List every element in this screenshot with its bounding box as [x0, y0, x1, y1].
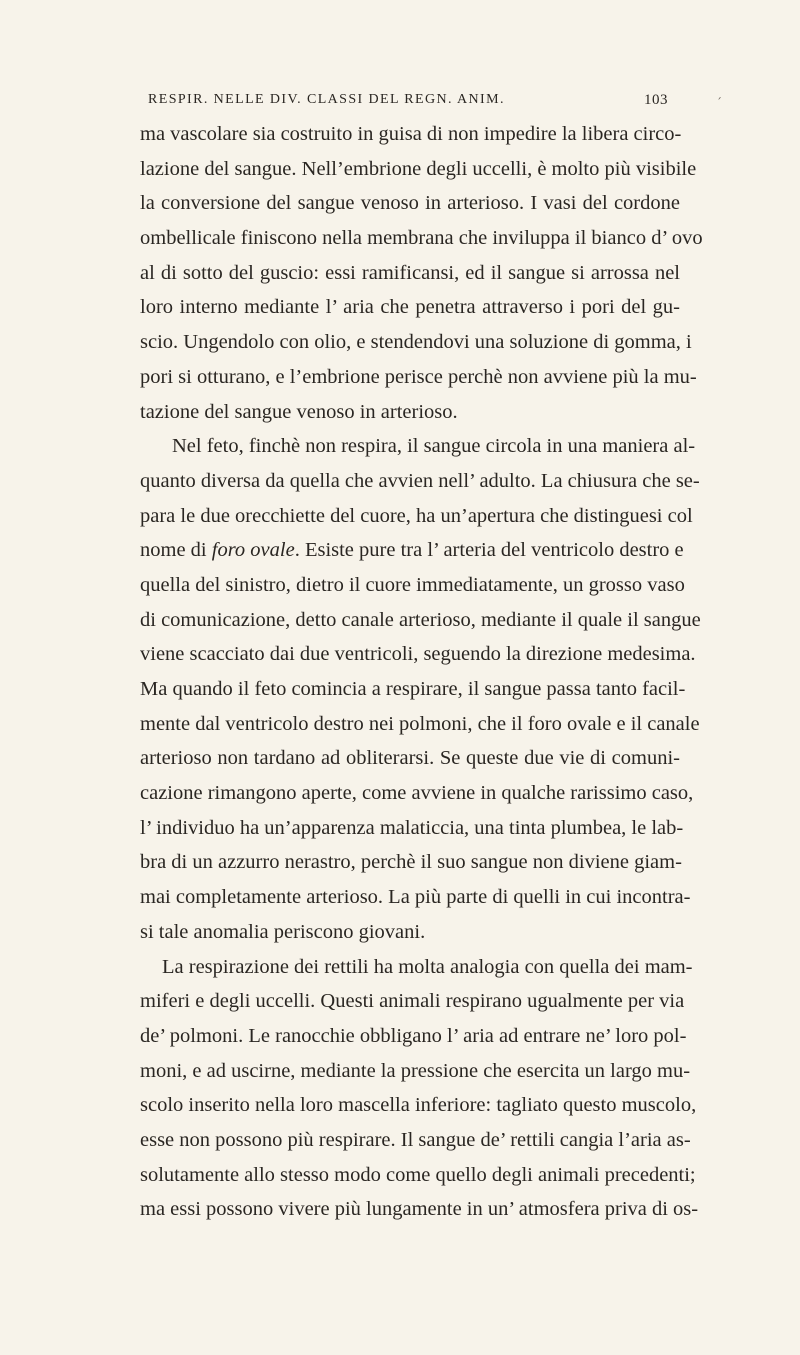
text-line: loro interno mediante l’ aria che penetra attraverso i pori del gu- [140, 296, 680, 319]
text-line: ma essi possono vivere più lungamente in un’ atmosfera priva di os- [140, 1198, 699, 1221]
text-line: scio. Ungendolo con olio, e stendendovi una soluzione di gomma, i [140, 331, 692, 354]
paragraph-1 [140, 117, 703, 429]
text-line-with-italic [140, 533, 684, 568]
text-line: di comunicazione, detto canale arterioso, mediante il quale il sangue [140, 608, 701, 631]
body-text [140, 117, 703, 1227]
text-line: viene scacciato dai due ventricoli, seguendo la direzione medesima. [140, 643, 696, 666]
text-line: quanto diversa da quella che avvien nell’ adulto. La chiusura che se- [140, 469, 700, 492]
text-line: la conversione del sangue venoso in arterioso. I vasi del cordone [140, 192, 680, 215]
text-line: cazione rimangono aperte, come avviene in qualche rarissimo caso, [140, 782, 694, 805]
text-line: si tale anomalia periscono giovani. [140, 920, 426, 943]
text-line: La respirazione dei rettili ha molta analogia con quella dei mam- [162, 955, 693, 978]
text-line: mente dal ventricolo destro nei polmoni, che il foro ovale e il canale [140, 712, 700, 735]
text-span: . Esiste pure tra l’ arteria del ventricolo destro e [294, 539, 684, 562]
text-line: bra di un azzurro nerastro, perchè il suo sangue non diviene giam- [140, 851, 682, 874]
text-line: para le due orecchiette del cuore, ha un’apertura che distinguesi col [140, 504, 693, 527]
page-header [148, 92, 668, 116]
text-line: Nel feto, finchè non respira, il sangue circola in una maniera al- [172, 435, 696, 458]
text-line: miferi e degli uccelli. Questi animali respirano ugualmente per via [140, 990, 685, 1013]
text-line: pori si otturano, e l’embrione perisce perchè non avviene più la mu- [140, 365, 697, 388]
text-line: de’ polmoni. Le ranocchie obbligano l’ aria ad entrare ne’ loro pol- [140, 1024, 687, 1047]
text-line: esse non possono più respirare. Il sangue de’ rettili cangia l’aria as- [140, 1128, 691, 1151]
text-line: moni, e ad uscirne, mediante la pressione che esercita un largo mu- [140, 1059, 691, 1082]
paragraph-3 [140, 950, 699, 1228]
text-line: solutamente allo stesso modo come quello degli animali precedenti; [140, 1163, 696, 1186]
italic-term: foro ovale [211, 539, 295, 562]
text-line: ombellicale finiscono nella membrana che inviluppa il bianco d’ ovo [140, 227, 703, 250]
text-line: arterioso non tardano ad obliterarsi. Se queste due vie di comuni- [140, 747, 680, 770]
text-line: lazione del sangue. Nell’embrione degli uccelli, è molto più visibile [140, 157, 697, 180]
paragraph-2 [140, 429, 701, 949]
text-line: quella del sinistro, dietro il cuore immediatamente, un grosso vaso [140, 573, 685, 596]
text-line: l’ individuo ha un’apparenza malaticcia, una tinta plumbea, le lab- [140, 816, 684, 839]
text-line: Ma quando il feto comincia a respirare, il sangue passa tanto facil- [140, 678, 686, 700]
running-title: RESPIR. NELLE DIV. CLASSI DEL REGN. ANIM. [148, 92, 505, 107]
text-line: ma vascolare sia costruito in guisa di non impedire la libera circo- [140, 123, 682, 145]
text-line: tazione del sangue venoso in arterioso. [140, 400, 458, 423]
page-number: 103 [644, 92, 668, 108]
corner-mark: ´ [716, 96, 722, 110]
text-line: mai completamente arterioso. La più parte di quelli in cui incontra- [140, 886, 691, 909]
text-line: al di sotto del guscio: essi ramificansi, ed il sangue si arrossa nel [140, 261, 680, 284]
text-line: scolo inserito nella loro mascella inferiore: tagliato questo muscolo, [140, 1094, 697, 1117]
text-span: nome di [140, 539, 212, 562]
